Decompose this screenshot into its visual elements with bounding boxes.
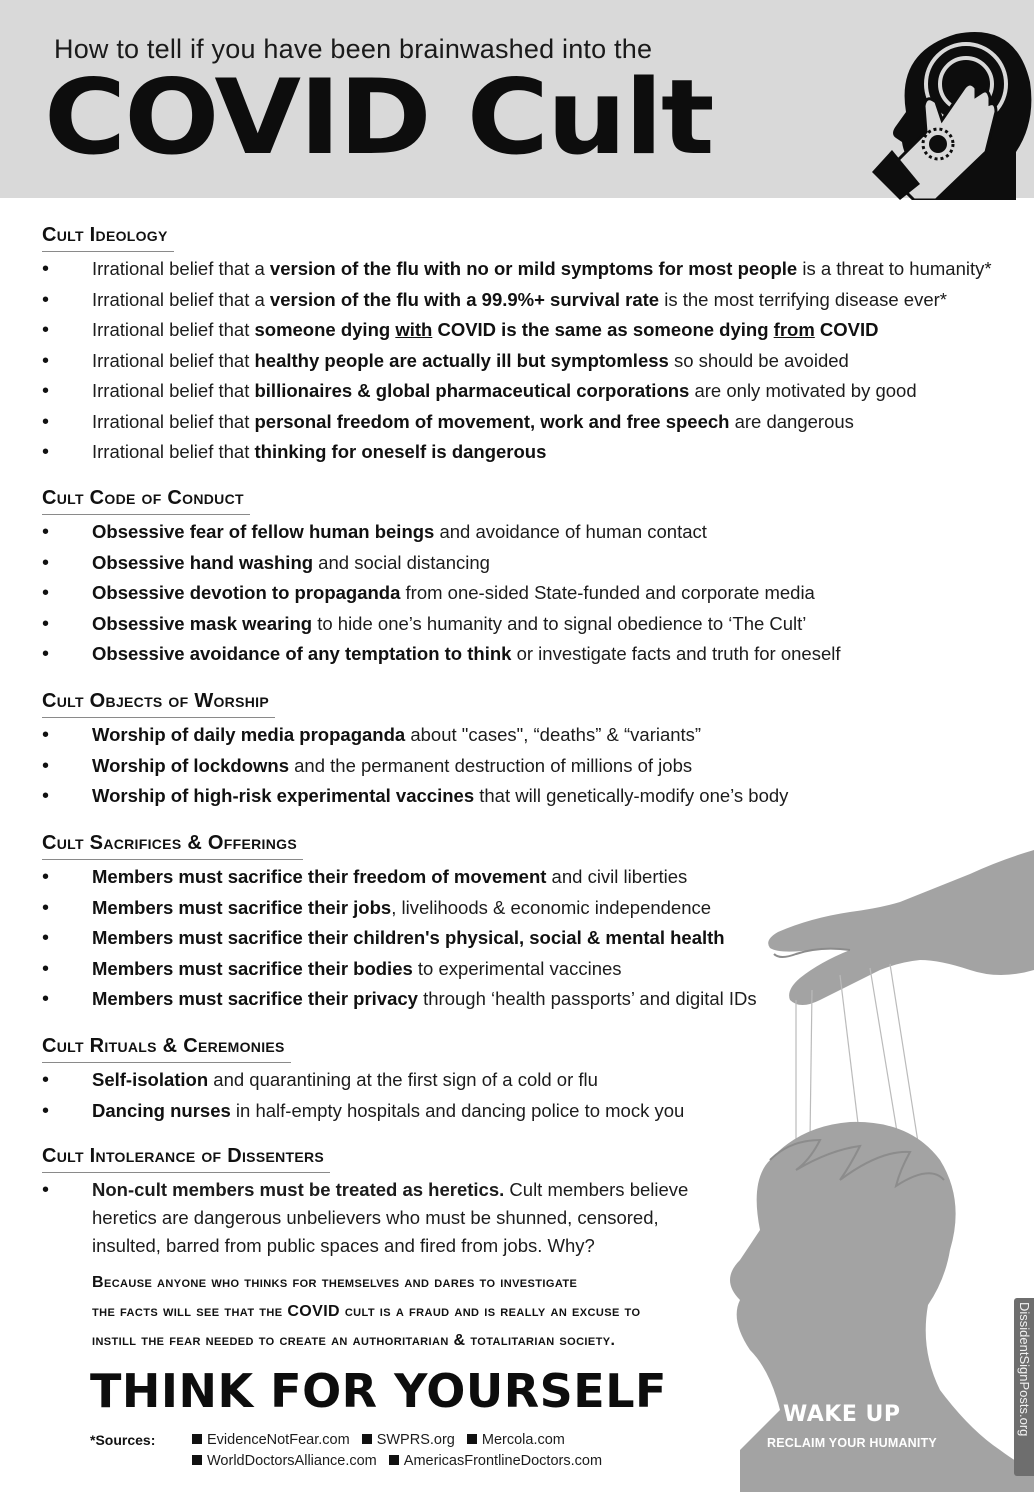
list-item: • Worship of lockdowns and the permanent destruction of millions of jobs — [0, 751, 1034, 782]
square-bullet-icon — [389, 1455, 399, 1465]
list-item: • Members must sacrifice their freedom of movement and civil liberties — [0, 862, 1034, 893]
source-link[interactable]: AmericasFrontlineDoctors.com — [389, 1453, 602, 1469]
list-item: • Members must sacrifice their children's physical, social & mental health — [0, 923, 1034, 954]
list-item: • Irrational belief that billionaires & global pharmaceutical corporations are only motivated by good — [0, 376, 1034, 407]
list-item: • Dancing nurses in half-empty hospitals and dancing police to mock you — [0, 1096, 1034, 1127]
list-item: • Obsessive devotion to propaganda from one-sided State-funded and corporate media — [0, 578, 1034, 609]
list-item: • Worship of daily media propaganda about "cases", “deaths” & “variants” — [0, 720, 1034, 751]
list-item: • Obsessive hand washing and social distancing — [0, 548, 1034, 579]
section-title-rituals: Cult Rituals & Ceremonies — [42, 1035, 285, 1060]
sources-label: *Sources: — [90, 1432, 156, 1448]
because-line-2: the facts will see that the COVID cult is a fraud and is really an excuse to — [92, 1303, 641, 1320]
list-item: • Obsessive fear of fellow human beings and avoidance of human contact — [0, 517, 1034, 548]
source-link[interactable]: SWPRS.org — [362, 1432, 455, 1448]
sources-row-2 — [192, 1453, 610, 1469]
square-bullet-icon — [362, 1434, 372, 1444]
conduct-list — [0, 517, 1034, 670]
header-subtitle: How to tell if you have been brainwashed into the — [54, 34, 653, 64]
list-item: • Members must sacrifice their jobs, livelihoods & economic independence — [0, 893, 1034, 924]
think-for-yourself-slogan: THINK FOR YOURSELF — [90, 1364, 667, 1418]
square-bullet-icon — [467, 1434, 477, 1444]
list-item: • Self-isolation and quarantining at the first sign of a cold or flu — [0, 1065, 1034, 1096]
square-bullet-icon — [192, 1434, 202, 1444]
source-link[interactable]: Mercola.com — [467, 1432, 565, 1448]
list-item: • Irrational belief that personal freedom of movement, work and free speech are dangerous — [0, 407, 1034, 438]
header-banner — [0, 0, 1034, 198]
section-title-worship: Cult Objects of Worship — [42, 690, 269, 715]
site-tag[interactable] — [1014, 1298, 1034, 1476]
list-item: • Members must sacrifice their privacy through ‘health passports’ and digital IDs — [0, 984, 1034, 1015]
because-statement — [92, 1268, 742, 1355]
list-item: • Obsessive mask wearing to hide one’s humanity and to signal obedience to ‘The Cult’ — [0, 609, 1034, 640]
rituals-list — [0, 1065, 1034, 1126]
because-line-3: instill the fear needed to create an authoritarian & totalitarian society. — [92, 1332, 616, 1349]
list-item: • Irrational belief that someone dying with COVID is the same as someone dying from COVID — [0, 315, 1034, 346]
list-item: • Irrational belief that healthy people are actually ill but symptomless so should be avoided — [0, 346, 1034, 377]
site-tag-label: DissidentSignPosts.org — [1017, 1302, 1032, 1437]
ideology-list — [0, 254, 1034, 468]
list-item: • Irrational belief that thinking for oneself is dangerous — [0, 437, 1034, 468]
square-bullet-icon — [192, 1455, 202, 1465]
list-item: • Obsessive avoidance of any temptation to think or investigate facts and truth for oneself — [0, 639, 1034, 670]
sources-row-1 — [192, 1432, 573, 1448]
sacrifices-list — [0, 862, 1034, 1015]
dissenters-bold: Non-cult members must be treated as heretics. — [92, 1179, 505, 1200]
dissenters-text — [92, 1176, 722, 1260]
list-item: • Irrational belief that a version of the flu with no or mild symptoms for most people is a threat to humanity* — [0, 254, 1034, 285]
header-title: COVID Cult — [44, 58, 713, 178]
section-title-ideology: Cult Ideology — [42, 224, 168, 249]
dissenters-rest: Cult members believe heretics are dangerous unbelievers who must be shunned, censored, insulted, barred from public spaces and fired from jobs. Why? — [92, 1179, 689, 1256]
wake-up-text: WAKE UP — [783, 1402, 901, 1427]
worship-list — [0, 720, 1034, 812]
reclaim-humanity-text: RECLAIM YOUR HUMANITY — [767, 1436, 937, 1450]
list-item: • Worship of high-risk experimental vaccines that will genetically-modify one’s body — [0, 781, 1034, 812]
section-title-sacrifices: Cult Sacrifices & Offerings — [42, 832, 297, 857]
brainwashed-head-icon — [866, 22, 1034, 200]
source-link[interactable]: WorldDoctorsAlliance.com — [192, 1453, 377, 1469]
list-item: • Irrational belief that a version of the flu with a 99.9%+ survival rate is the most terrifying disease ever* — [0, 285, 1034, 316]
section-title-dissenters: Cult Intolerance of Dissenters — [42, 1145, 324, 1170]
source-link[interactable]: EvidenceNotFear.com — [192, 1432, 350, 1448]
because-line-1: Because anyone who thinks for themselves and dares to investigate — [92, 1274, 578, 1291]
section-title-conduct: Cult Code of Conduct — [42, 487, 244, 512]
bullet: • — [42, 1179, 50, 1201]
list-item: • Members must sacrifice their bodies to experimental vaccines — [0, 954, 1034, 985]
